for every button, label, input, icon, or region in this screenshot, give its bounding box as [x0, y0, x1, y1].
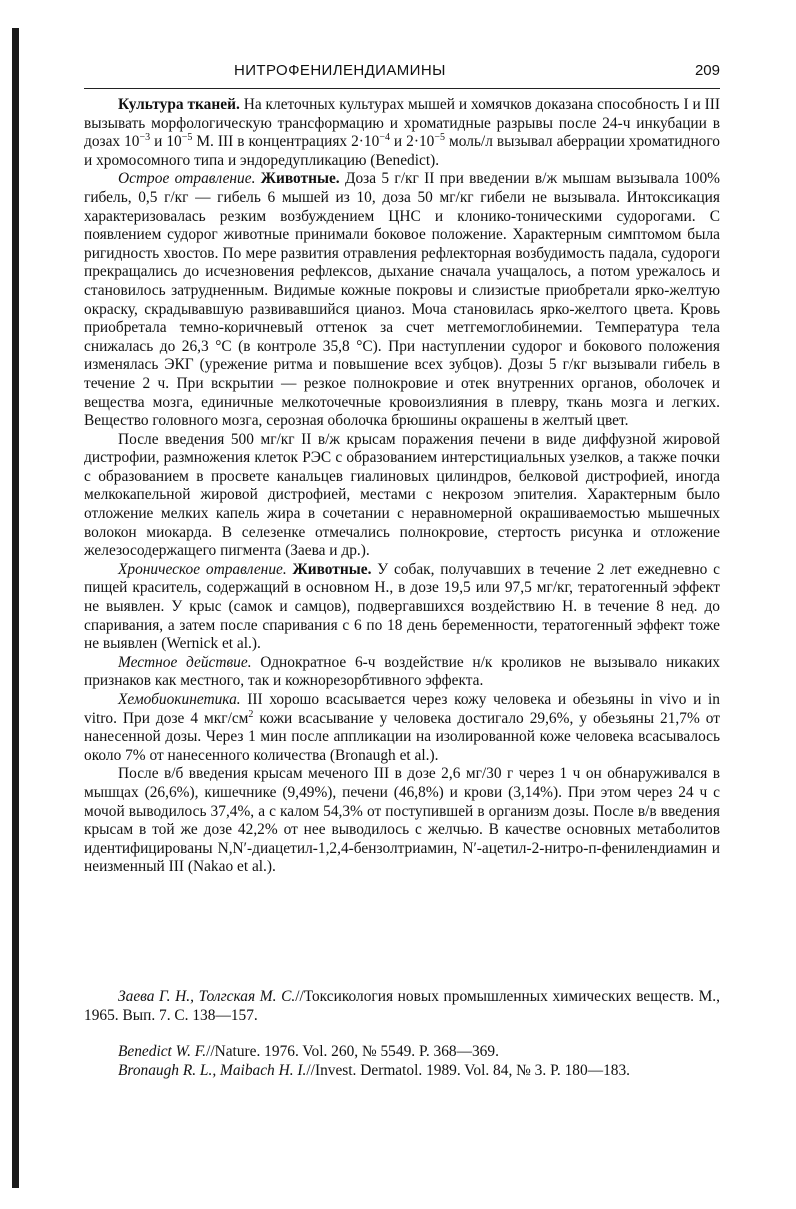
- paragraph-chronic-poisoning: Хроническое отравление. Животные. У собак, получавших в течение 2 лет ежедневно с пищей краситель, содержащий в основном Н., в дозе 19,5 или 97,5 мг/кг, тератогенный эффект не выявлен. У крыс (самок и самцов), подвергавшихся воздействию Н. в течение 8 нед. до спаривания, а затем после спаривания с 6 по 18 день беременности, тератогенный эффект тоже не выявлен (Wernick et al.).: [84, 560, 720, 653]
- reference-authors: Bronaugh R. L., Maibach H. I.: [118, 1061, 307, 1079]
- header-rule: [84, 88, 720, 89]
- reference-item: [84, 1043, 720, 1062]
- reference-source: //Invest. Dermatol. 1989. Vol. 84, № 3. P. 180—183.: [306, 1061, 631, 1079]
- paragraph-local-action: Местное действие. Однократное 6-ч воздействие н/к кроликов не вызывало никаких признаков как местного, так и кожнорезорбтивного эффекта.: [84, 653, 720, 690]
- paragraph-chemobiokinetics: Хемобиокинетика. III хорошо всасывается через кожу человека и обезьяны in vivo и in vitro. При дозе 4 мкг/$см^2$ кожи всасывание у человека достигало 29,6%, у обезьяны 21,7% от нанесенной дозы. Через 1 мин после аппликации на изолированной коже человека всасывалось около 7% от нанесенного количества (Bronaugh et al.).: [84, 691, 720, 764]
- paragraph-acute-poisoning: Острое отравление. Животные. Доза 5 г/кг II при введении в/ж мышам вызывала 100% гибель, 0,5 г/кг — гибель 6 мышей из 10, доза 50 мг/кг гибели не вызывала. Интоксикация характеризовалась резким возбуждением ЦНС и клонико-тоническими судорогами. С появлением судорог животные принимали боковое положение. Характерным симптомом была ригидность хвостов. По мере развития отравления рефлекторная возбудимость падала, судороги прекращались до исчезновения рефлексов, дыхание сначала учащалось, а потом урежалось и становилось затрудненным. Видимые кожные покровы и слизистые приобретали ярко-желтую окраску, скрадывавшую развивавшийся цианоз. Моча становилась ярко-желтого цвета. Кровь приобретала темно-коричневый оттенок за счет метгемоглобинемии. Температура тела снижалась до 26,3 °С (в контроле 35,8 °С). При наступлении судорог и бокового положения изменялась ЭКГ (урежение ритма и повышение всех зубцов). Дозы 5 г/кг вызывали гибель в течение 2 ч. При вскрытии — резкое полнокровие и отек внутренних органов, оболочек и вещества мозга, единичные мелкоточечные кровоизлияния в плевру, ткань мозга и легких. Вещество головного мозга, серозная оболочка брюшины окрашены в желтый цвет.: [84, 170, 721, 430]
- subsection-lead: Животные.: [286, 560, 372, 578]
- reference-authors: Benedict W. F.: [118, 1043, 207, 1061]
- reference-source: //Nature. 1976. Vol. 260, № 5549. P. 368—369.: [206, 1043, 499, 1061]
- section-lead: Культура тканей.: [118, 96, 240, 113]
- reference-item: [84, 988, 720, 1025]
- paragraph-rat-liver: После введения 500 мг/кг II в/ж крысам поражения печени в виде диффузной жировой дистрофии, размножения клеток РЭС с образованием интерстициальных узелков, а также почки с образованием в просвете канальцев гиалиновых цилиндров, белковой дистрофией, иногда мелкокапельной жировой дистрофией, местами с некрозом эпителия. Характерным было отложение мелких капель жира в сочетании с неравномерной окрашиваемостью мышечных волокон миокарда. В селезенке отмечались полнокровие, стертость рисунка и отложение железосодержащего пигмента (Заева и др.).: [84, 430, 720, 560]
- article-body: [84, 96, 720, 877]
- page-binding-shadow: [12, 28, 19, 1188]
- subsection-lead: Животные.: [255, 170, 340, 188]
- section-lead: Хемобиокинетика.: [118, 691, 241, 708]
- section-lead: Местное действие.: [118, 653, 252, 671]
- reference-authors: Заева Г. Н., Толгская М. С.: [118, 988, 296, 1005]
- reference-source: //Токсикология новых промышленных химических веществ. М., 1965. Вып. 7. С. 138—157.: [84, 988, 720, 1024]
- section-lead: Хроническое отравление.: [118, 560, 287, 578]
- paragraph-metabolism: После в/б введения крысам меченого III в дозе 2,6 мг/30 г через 1 ч он обнаруживался в мышцах (26,6%), кишечнике (9,49%), печени (46,8%) и крови (3,14%). При этом через 24 ч с мочой выводилось 37,4%, а с калом 54,3% от поступившей в организм дозы. После в/в введения крысам в той же дозе 42,2% от нее выводилось с желчью. В качестве основных метаболитов идентифицированы N,N′-диацетил-1,2,4-бензолтриамин, N′-ацетил-2-нитро-п-фенилендиамин и неизменный III (Nakao et al.).: [84, 765, 720, 876]
- paragraph-tissue-culture: Культура тканей. На клеточных культурах мышей и хомячков доказана способность I и III вызывать морфологическую трансформацию и хроматидные разрывы после 24-ч инкубации в дозах $10^{-3}$ и $10^{-5}$ М. III в концентрациях $2\cdot 10^{-4}$ и $2\cdot 10^{-5}$ моль/л вызывал аберрации хроматидного и хромосомного типа и эндоредупликацию (Benedict).: [84, 96, 720, 169]
- reference-item: [84, 1062, 720, 1081]
- page-header: [84, 62, 720, 86]
- running-title: НИТРОФЕНИЛЕНДИАМИНЫ: [234, 62, 446, 79]
- page-number: 209: [694, 62, 720, 79]
- section-lead: Острое отравление.: [118, 170, 256, 188]
- references: [84, 988, 720, 1080]
